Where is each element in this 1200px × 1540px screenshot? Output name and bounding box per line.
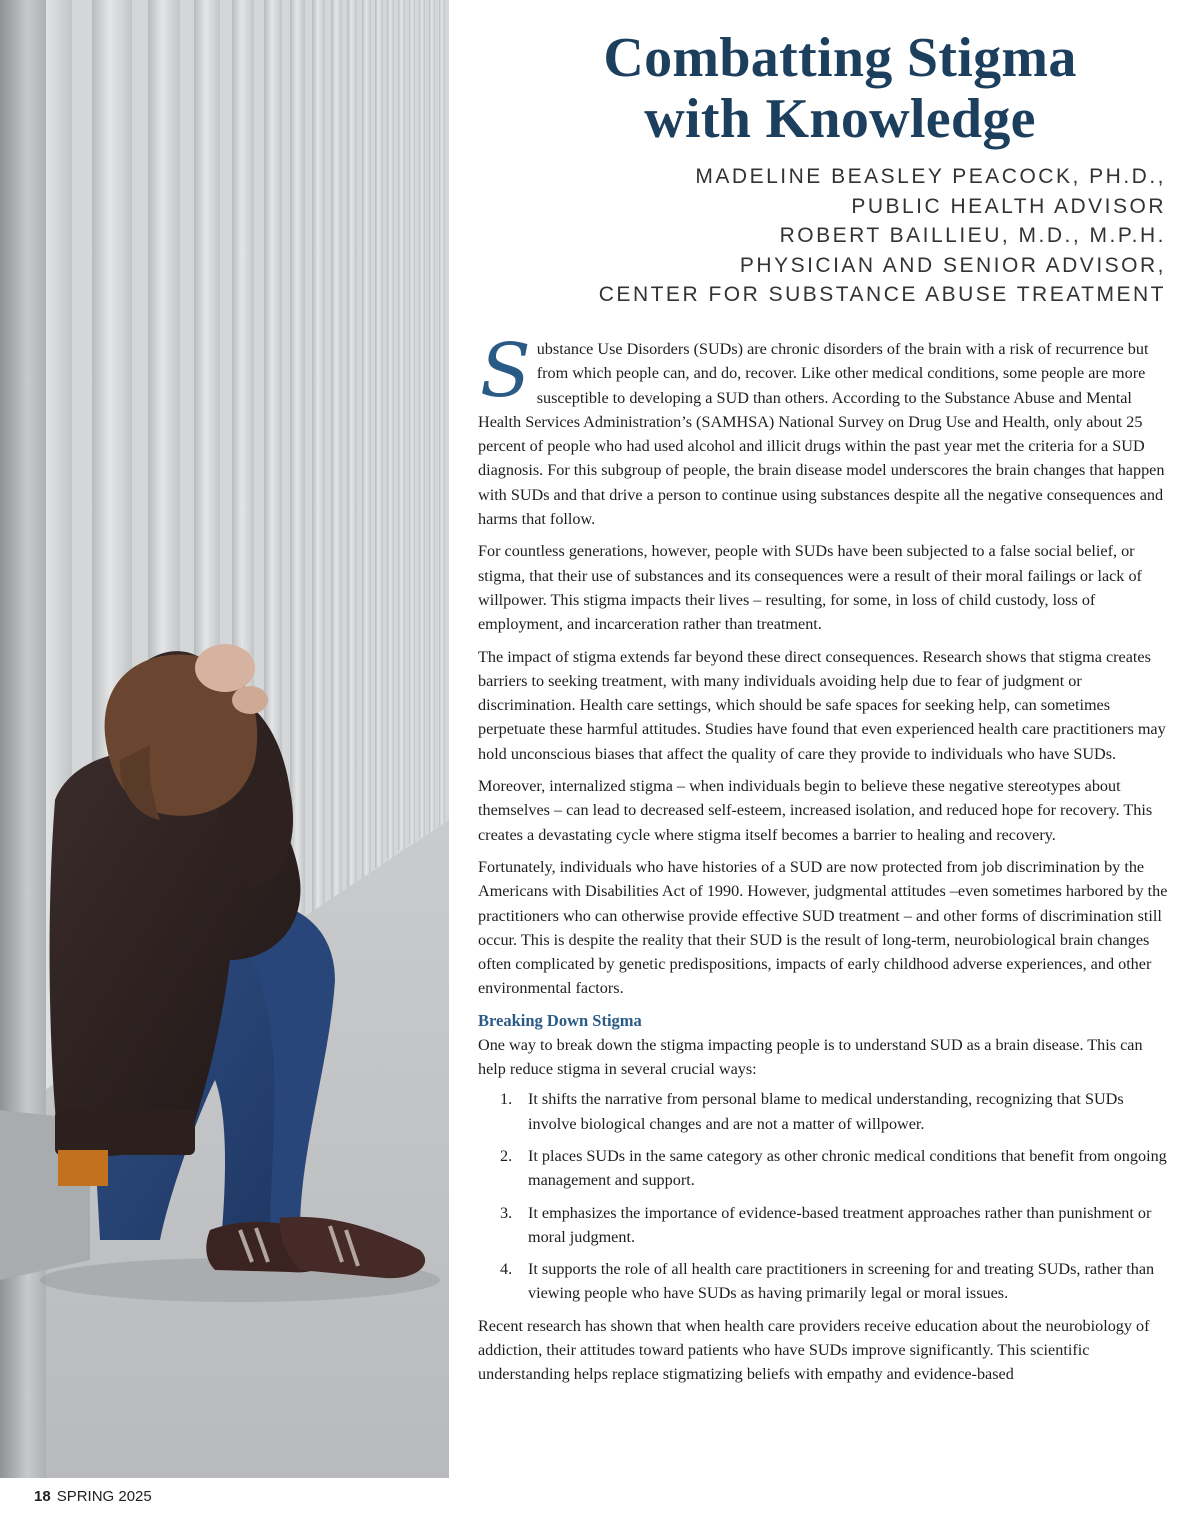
list-item-text: It emphasizes the importance of evidence-based treatment approaches rather than punishment or moral judgment. bbox=[528, 1203, 1152, 1246]
drop-cap: S bbox=[480, 328, 531, 414]
list-item-text: It shifts the narrative from personal blame to medical understanding, recognizing that SUDs involve biological changes and are not a matter of willpower. bbox=[528, 1090, 1124, 1133]
list-item bbox=[478, 1201, 1168, 1250]
headline-line-2: with Knowledge bbox=[644, 88, 1036, 150]
distressed-person-illustration bbox=[0, 0, 449, 1478]
paragraph: Fortunately, individuals who have histories of a SUD are now protected from job discrimination by the Americans with Disabilities Act of 1990. However, judgmental attitudes –even sometimes harbored by the practitioners who can otherwise provide effective SUD treatment – and other forms of discrimination still occur. This is despite the reality that their SUD is the result of long-term, neurobiological brain changes often complicated by genetic predispositions, impacts of early childhood adverse experiences, and other environmental factors. bbox=[478, 857, 1168, 998]
list-number: 2. bbox=[500, 1146, 513, 1165]
byline-line: PUBLIC HEALTH ADVISOR bbox=[851, 194, 1166, 218]
paragraph: One way to break down the stigma impacting people is to understand SUD as a brain disease. This can help reduce stigma in several crucial ways: bbox=[478, 1035, 1143, 1079]
page-footer bbox=[34, 1488, 152, 1505]
list-number: 3. bbox=[500, 1203, 513, 1222]
list-number: 4. bbox=[500, 1260, 513, 1279]
author-byline bbox=[526, 162, 1166, 310]
section-subheading: Breaking Down Stigma bbox=[478, 1010, 642, 1030]
byline-line: CENTER FOR SUBSTANCE ABUSE TREATMENT bbox=[598, 283, 1166, 306]
article-body bbox=[478, 328, 1168, 1395]
list-item bbox=[478, 1257, 1168, 1306]
paragraph: For countless generations, however, people with SUDs have been subjected to a false social belief, or stigma, that their use of substances and its consequences were a result of their moral failings or lack of willpower. This stigma impacts their lives – resulting, for some, in loss of child custody, loss of employment, and incarceration rather than treatment. bbox=[478, 542, 1142, 634]
paragraph-intro-text: ubstance Use Disorders (SUDs) are chronic disorders of the brain with a risk of recurrence but from which people can, and do, recover. Like other medical conditions, some people are more susceptible to developing a SUD than others. According to the Substance Abuse and Mental Health Services Administration’s (SAMHSA) National Survey on Drug Use and Health, only about 25 percent of people who had used alcohol and illicit drugs within the past year met the criteria for a SUD diagnosis. For this subgroup of people, the brain disease model underscores the brain changes that happen with SUDs and that drive a person to continue using substances despite all the negative consequences and harms that follow. bbox=[478, 340, 1165, 529]
list-item bbox=[478, 1087, 1168, 1136]
list-item-text: It places SUDs in the same category as other chronic medical conditions that benefit from ongoing management and support. bbox=[528, 1146, 1167, 1190]
paragraph: Recent research has shown that when health care providers receive education about the neurobiology of addiction, their attitudes toward patients who have SUDs improve significantly. This scientific understanding helps replace stigmatizing beliefs with empathy and evidence-based bbox=[478, 1316, 1150, 1384]
issue-label: SPRING 2025 bbox=[56, 1488, 152, 1505]
byline-line: PHYSICIAN AND SENIOR ADVISOR, bbox=[739, 253, 1166, 277]
list-number: 1. bbox=[500, 1090, 513, 1109]
article-headline bbox=[560, 28, 1120, 150]
headline-line-1: Combatting Stigma bbox=[603, 27, 1077, 89]
list-item-text: It supports the role of all health care practitioners in screening for and treating SUDs, rather than viewing people who have SUDs as having primarily legal or moral issues. bbox=[528, 1260, 1155, 1303]
paragraph: The impact of stigma extends far beyond these direct consequences. Research shows that stigma creates barriers to seeking treatment, with many individuals avoiding help due to fear of judgment or discrimination. Health care settings, which should be safe spaces for seeking help, can sometimes perpetuate these harmful attitudes. Studies have found that even experienced health care practitioners may hold unconscious biases that affect the quality of care they provide to individuals who have SUDs. bbox=[478, 647, 1166, 763]
article-photo bbox=[0, 0, 449, 1478]
paragraph: Moreover, internalized stigma – when individuals begin to believe these negative stereotypes about themselves – can lead to decreased self-esteem, increased isolation, and reduced hope for recovery. This creates a devastating cycle where stigma itself becomes a barrier to healing and recovery. bbox=[478, 777, 1153, 844]
list-item bbox=[478, 1144, 1168, 1193]
byline-line: MADELINE BEASLEY PEACOCK, PH.D., bbox=[695, 165, 1166, 188]
byline-line: ROBERT BAILLIEU, M.D., M.P.H. bbox=[779, 224, 1166, 247]
paragraph-intro bbox=[478, 328, 1168, 531]
numbered-list bbox=[478, 1087, 1168, 1305]
page-number: 18 bbox=[34, 1488, 51, 1505]
